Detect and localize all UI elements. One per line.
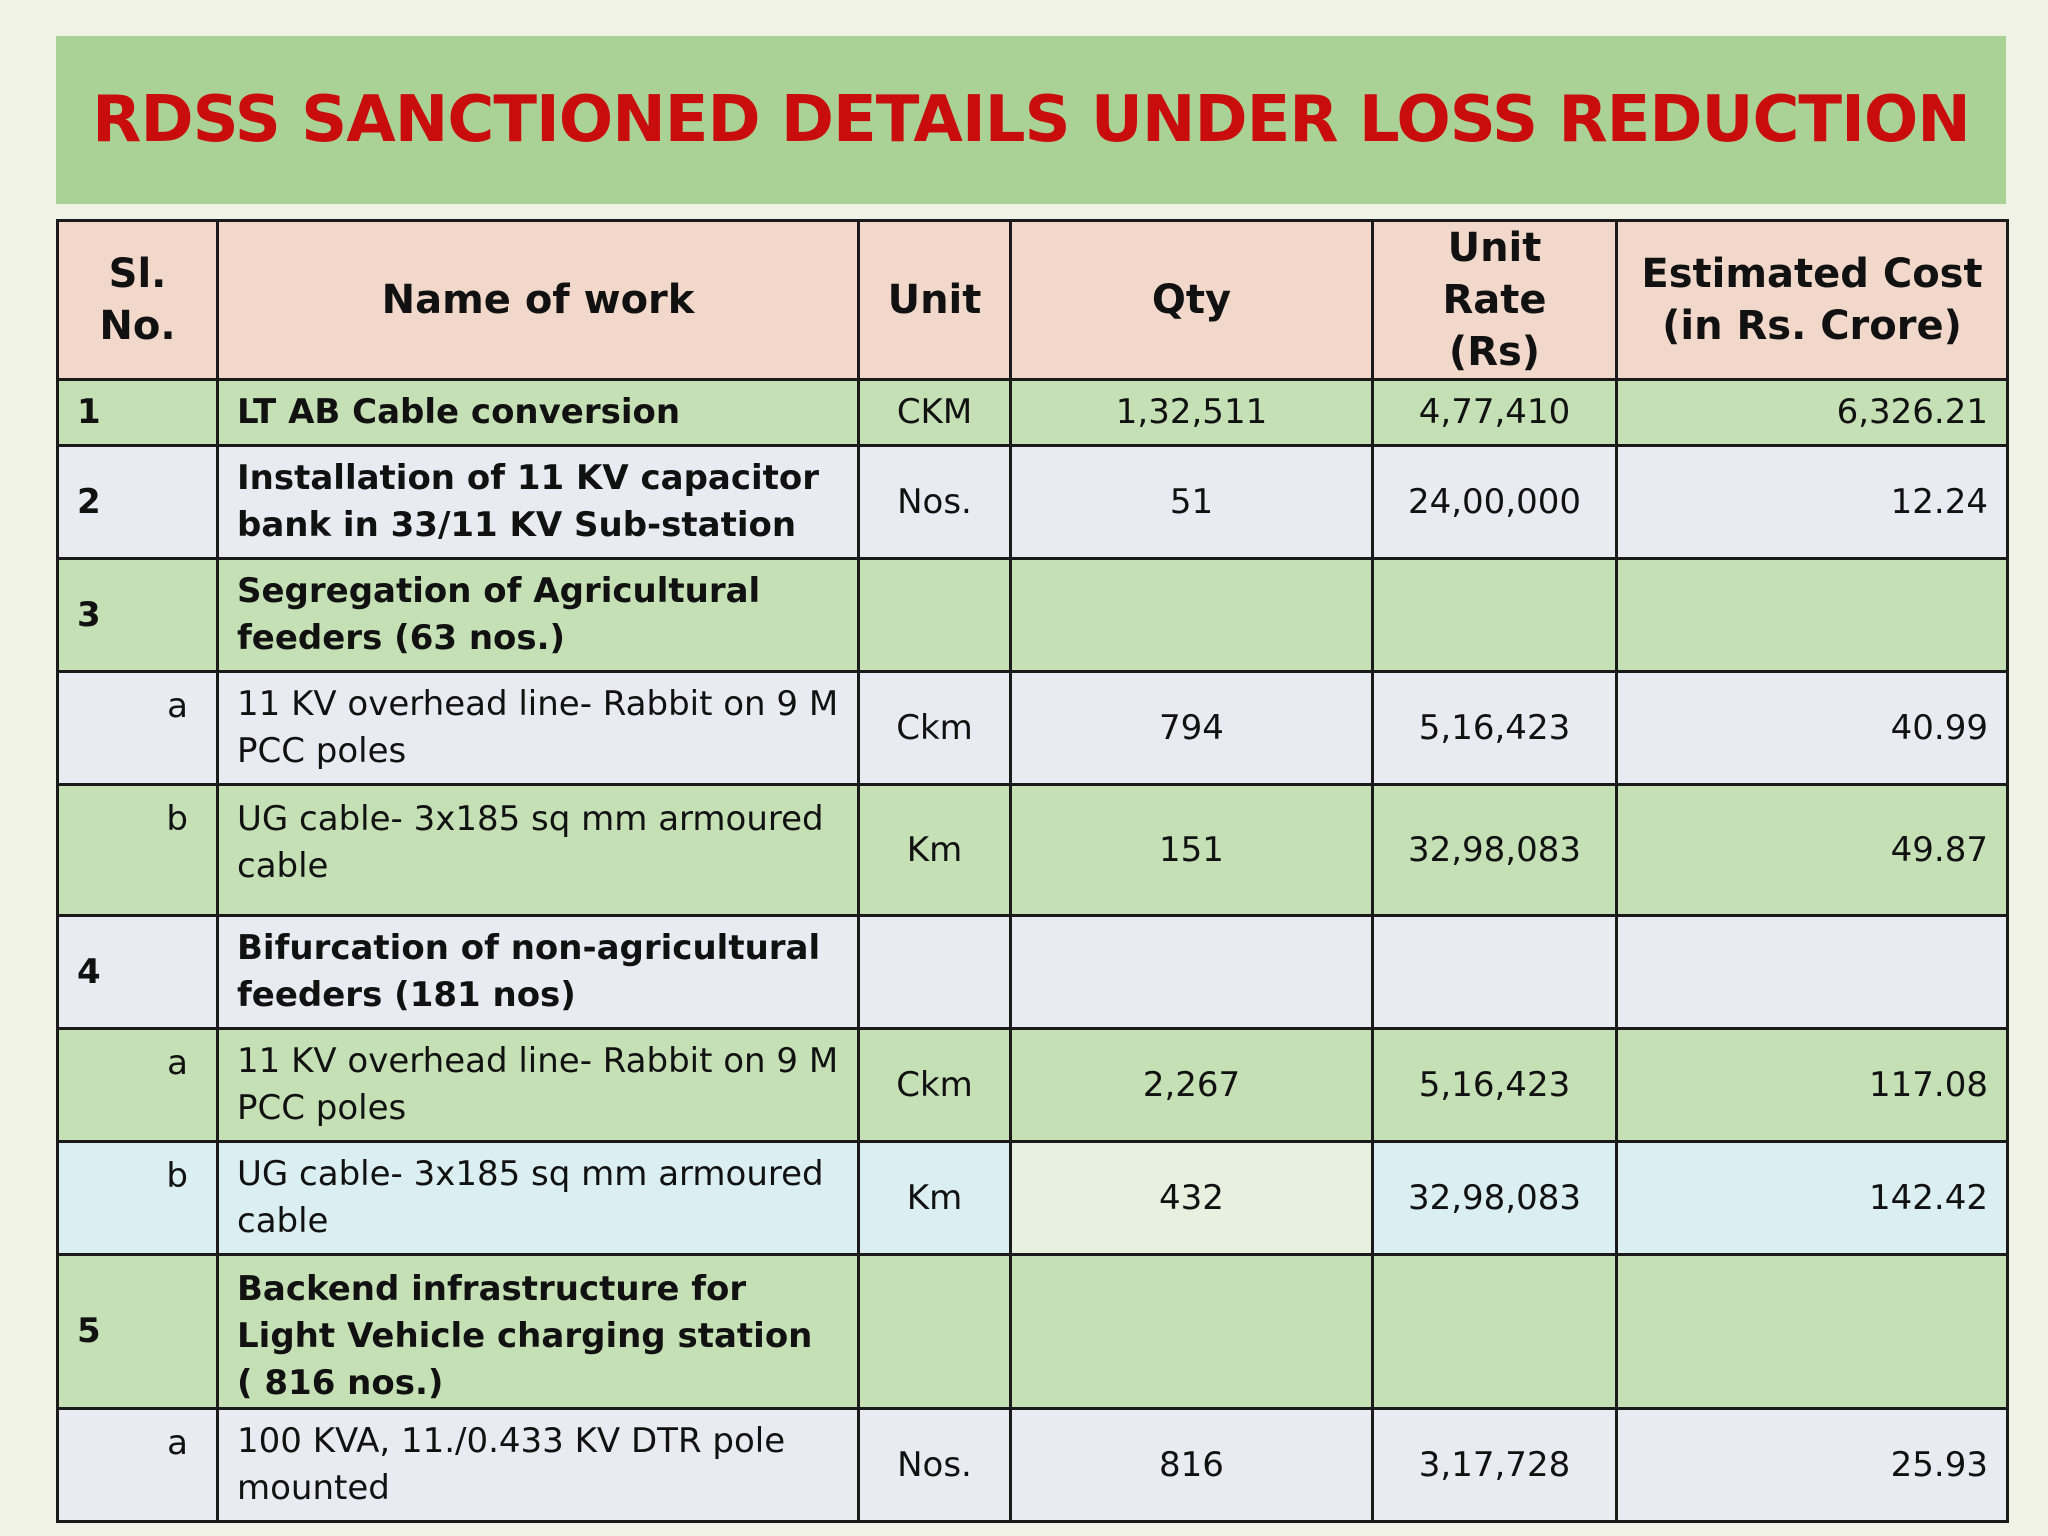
cell-qty <box>1011 1255 1373 1409</box>
cell-rate: 3,17,728 <box>1373 1409 1617 1522</box>
cell-qty: 51 <box>1011 446 1373 559</box>
cell-qty: 432 <box>1011 1142 1373 1255</box>
cell-rate <box>1373 1255 1617 1409</box>
cell-unit <box>859 916 1011 1029</box>
cell-qty: 1,32,511 <box>1011 380 1373 446</box>
cell-name: UG cable- 3x185 sq mm armoured cable <box>218 785 859 916</box>
table-row <box>58 672 2008 785</box>
cell-unit: Nos. <box>859 1409 1011 1522</box>
cell-rate: 32,98,083 <box>1373 1142 1617 1255</box>
cell-name: 100 KVA, 11./0.433 KV DTR pole mounted <box>218 1409 859 1522</box>
cell-rate: 5,16,423 <box>1373 672 1617 785</box>
cell-qty: 151 <box>1011 785 1373 916</box>
table-row <box>58 1029 2008 1142</box>
header-cost: Estimated Cost (in Rs. Crore) <box>1617 221 2008 380</box>
cell-name: Installation of 11 KV capacitor bank in 33/11 KV Sub-station <box>218 446 859 559</box>
cell-sl: a <box>58 1409 218 1522</box>
cell-cost: 49.87 <box>1617 785 2008 916</box>
table-row <box>58 380 2008 446</box>
cell-rate: 4,77,410 <box>1373 380 1617 446</box>
table-row <box>58 1142 2008 1255</box>
cell-qty: 816 <box>1011 1409 1373 1522</box>
cell-unit: Km <box>859 1142 1011 1255</box>
cell-cost <box>1617 1255 2008 1409</box>
cell-unit: CKM <box>859 380 1011 446</box>
cell-unit: Ckm <box>859 1029 1011 1142</box>
table-row <box>58 916 2008 1029</box>
cell-unit: Km <box>859 785 1011 916</box>
table-row <box>58 446 2008 559</box>
cell-name: Segregation of Agricultural feeders (63 nos.) <box>218 559 859 672</box>
cell-rate <box>1373 559 1617 672</box>
cell-cost <box>1617 559 2008 672</box>
cell-rate: 32,98,083 <box>1373 785 1617 916</box>
cell-unit: Nos. <box>859 446 1011 559</box>
cell-name: UG cable- 3x185 sq mm armoured cable <box>218 1142 859 1255</box>
header-rate: Unit Rate (Rs) <box>1373 221 1617 380</box>
cell-sl: 2 <box>58 446 218 559</box>
table-row <box>58 785 2008 916</box>
header-sl: Sl. No. <box>58 221 218 380</box>
cell-name: Bifurcation of non-agricultural feeders (181 nos) <box>218 916 859 1029</box>
table-header-row <box>58 221 2008 380</box>
table-row <box>58 1255 2008 1409</box>
cell-sl: b <box>58 1142 218 1255</box>
header-name: Name of work <box>218 221 859 380</box>
cell-qty <box>1011 916 1373 1029</box>
cell-name: LT AB Cable conversion <box>218 380 859 446</box>
cell-name: 11 KV overhead line- Rabbit on 9 M PCC poles <box>218 1029 859 1142</box>
cell-cost: 142.42 <box>1617 1142 2008 1255</box>
table-row <box>58 1409 2008 1522</box>
cell-cost: 6,326.21 <box>1617 380 2008 446</box>
cell-qty: 794 <box>1011 672 1373 785</box>
cell-unit: Ckm <box>859 672 1011 785</box>
cell-sl: 3 <box>58 559 218 672</box>
cell-sl: b <box>58 785 218 916</box>
cell-cost: 25.93 <box>1617 1409 2008 1522</box>
title-banner <box>56 36 2006 204</box>
page-title: RDSS SANCTIONED DETAILS UNDER LOSS REDUCTION <box>92 83 1970 157</box>
cell-sl: a <box>58 672 218 785</box>
cell-cost: 117.08 <box>1617 1029 2008 1142</box>
cell-rate: 24,00,000 <box>1373 446 1617 559</box>
cell-cost <box>1617 916 2008 1029</box>
cell-qty: 2,267 <box>1011 1029 1373 1142</box>
header-unit: Unit <box>859 221 1011 380</box>
cell-name: Backend infrastructure for Light Vehicle charging station ( 816 nos.) <box>218 1255 859 1409</box>
cell-sl: 5 <box>58 1255 218 1409</box>
cell-name: 11 KV overhead line- Rabbit on 9 M PCC poles <box>218 672 859 785</box>
header-qty: Qty <box>1011 221 1373 380</box>
cell-cost: 12.24 <box>1617 446 2008 559</box>
cell-rate <box>1373 916 1617 1029</box>
cell-sl: 4 <box>58 916 218 1029</box>
cell-rate: 5,16,423 <box>1373 1029 1617 1142</box>
works-table <box>56 219 2009 1523</box>
cell-sl: 1 <box>58 380 218 446</box>
table-row <box>58 559 2008 672</box>
cell-qty <box>1011 559 1373 672</box>
cell-unit <box>859 559 1011 672</box>
cell-cost: 40.99 <box>1617 672 2008 785</box>
cell-unit <box>859 1255 1011 1409</box>
cell-sl: a <box>58 1029 218 1142</box>
